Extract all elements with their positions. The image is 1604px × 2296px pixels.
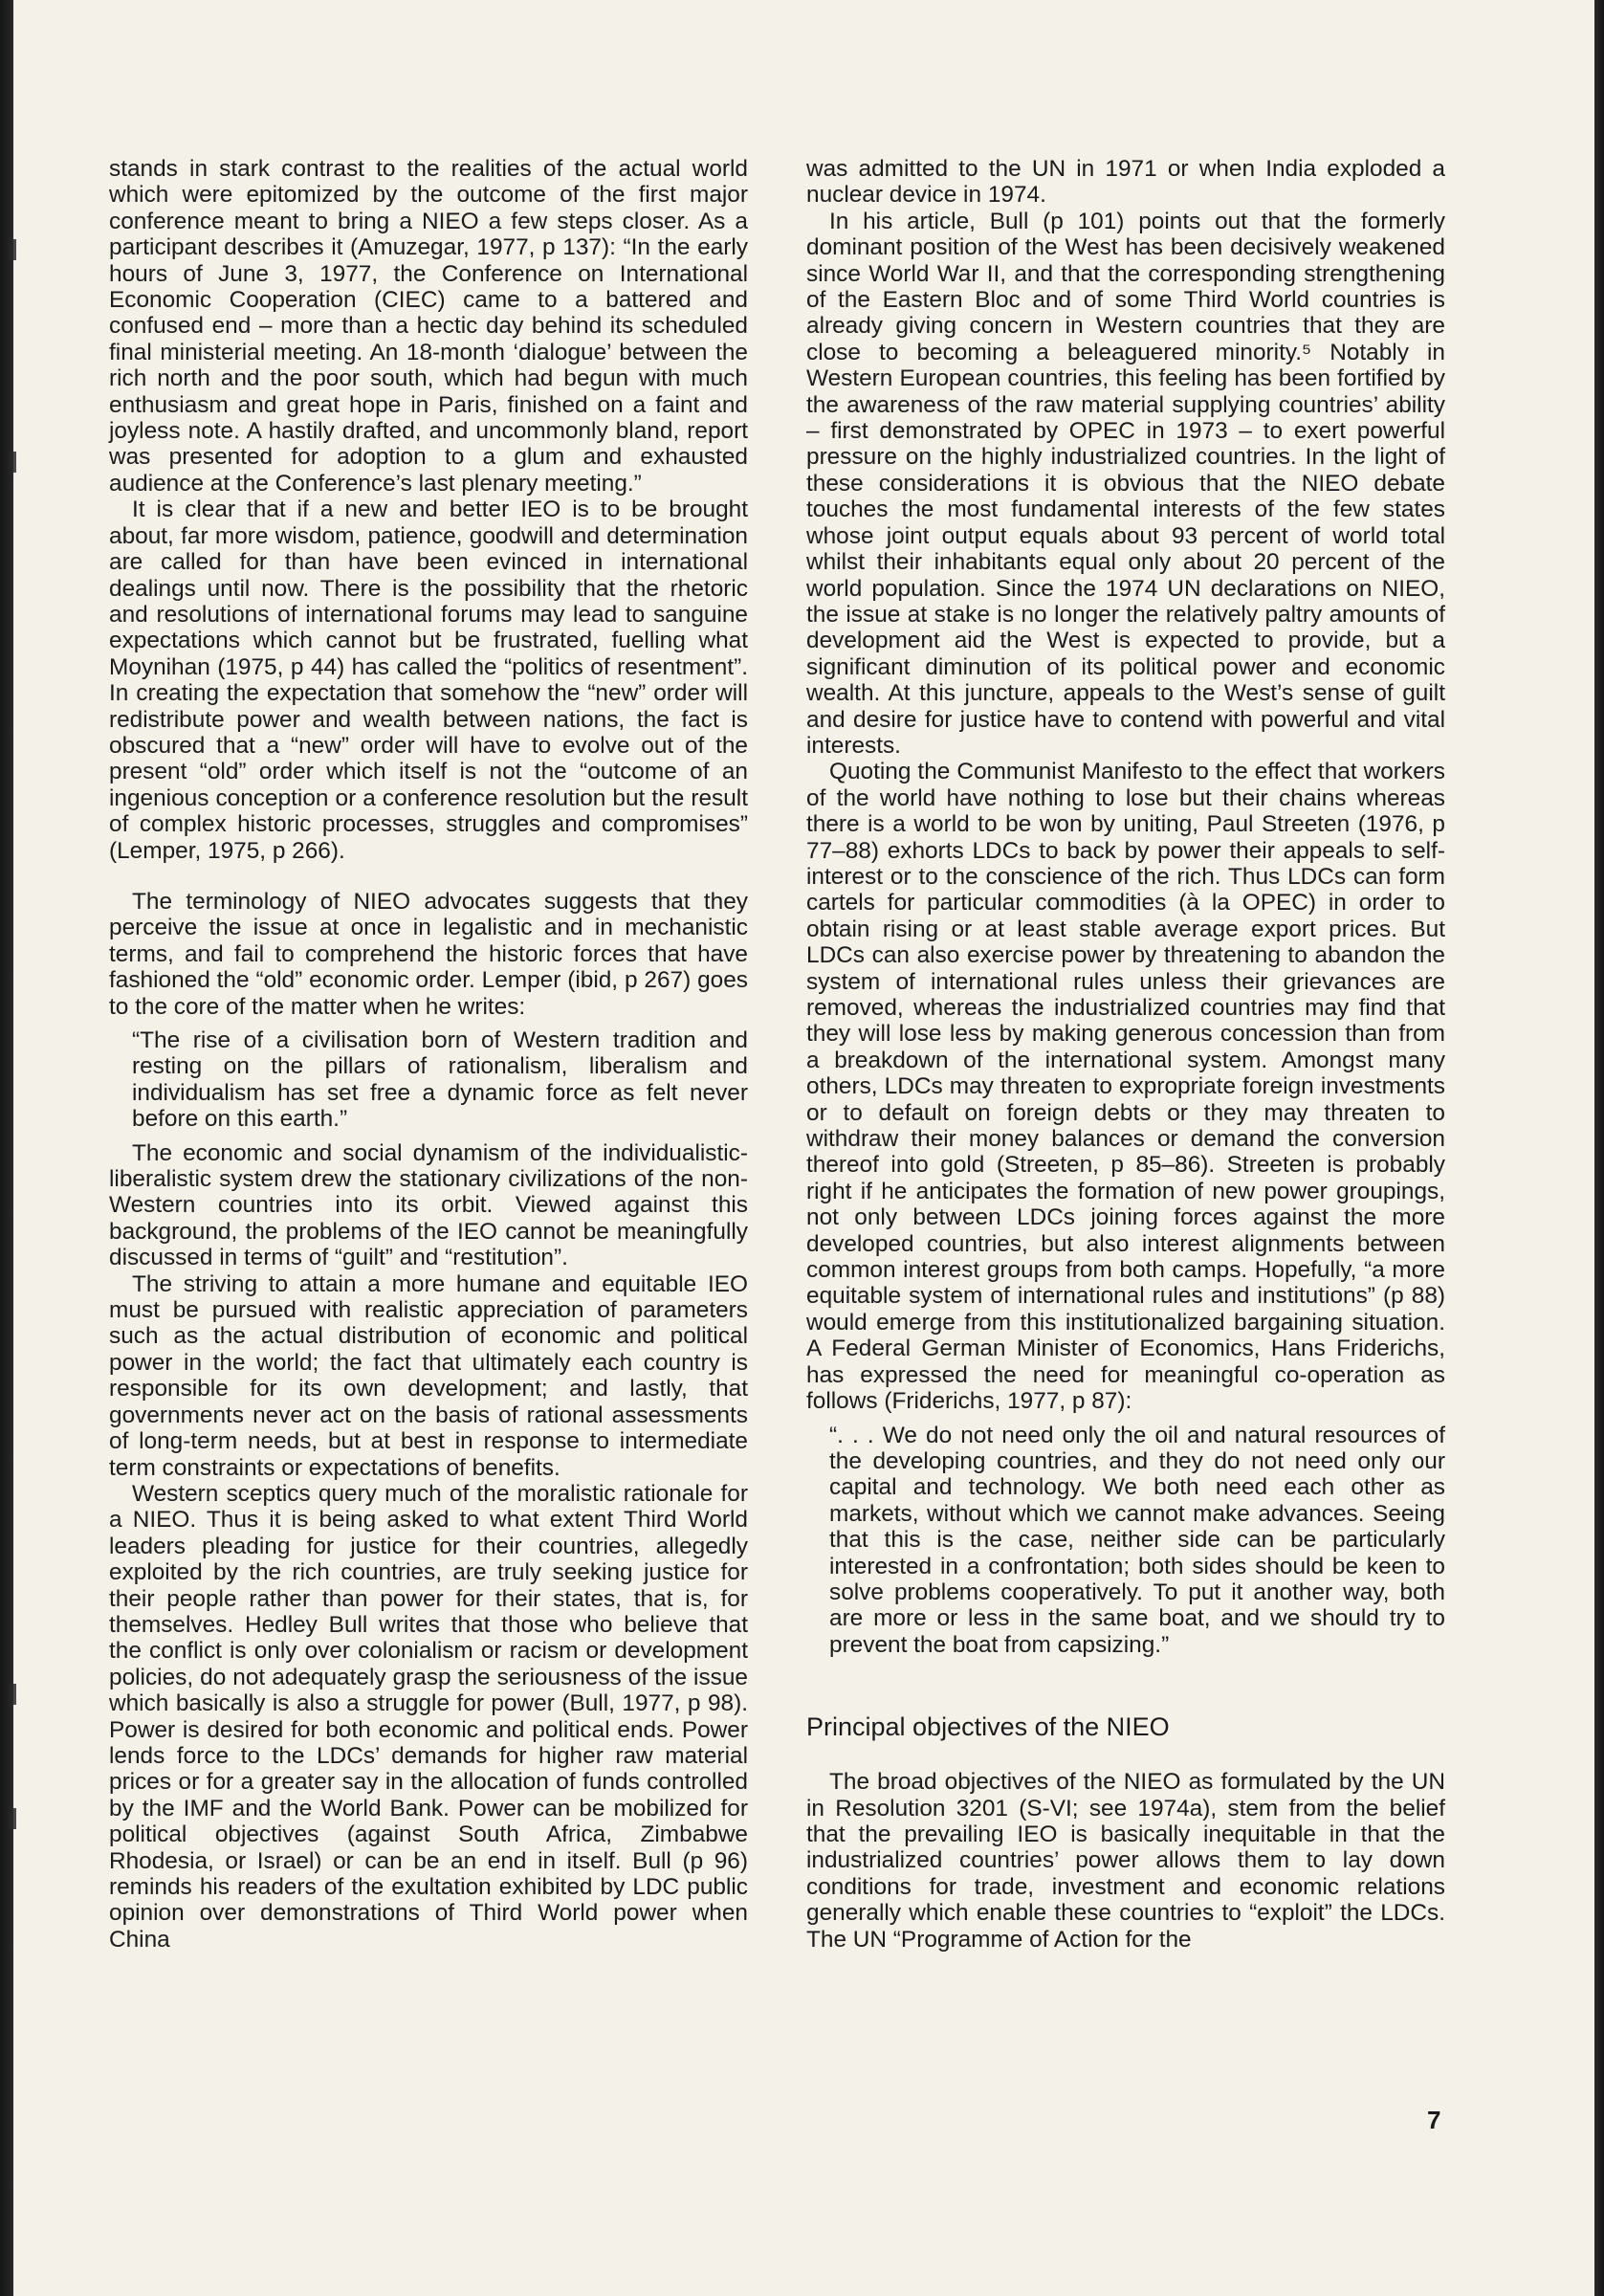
block-quote [829, 1423, 1445, 1659]
binding-mark [13, 1684, 16, 1705]
scan-edge-right [1594, 0, 1604, 2296]
paragraph: stands in stark contrast to the realities of the actual world which were epitomized by the outcome of the first major conference meant to bring a NIEO a few steps closer. As a participant describes it (Amuzegar, 1977, p 137): “In the early hours of June 3, 1977, the Conference on International Economic Cooperation (CIEC) came to a battered and confused end – more than a hectic day behind its scheduled final ministerial meeting. An 18-month ‘dialogue’ between the rich north and the poor south, which had begun with much enthusiasm and great hope in Paris, finished on a faint and joyless note. A hastily drafted, and uncommonly bland, report was presented for adoption to a glum and exhausted audience at the Conference’s last plenary meeting.” [109, 156, 748, 497]
right-column [806, 156, 1445, 1953]
paragraph: The striving to attain a more humane and equitable IEO must be pursued with realistic appreciation of parameters such as the actual distribution of economic and political power in the world; the fact that ultimately each country is responsible for its own development; and lastly, that governments never act on the basis of rational assessments of long-term needs, but at best in response to intermediate term constraints or expectations of benefits. [109, 1270, 748, 1481]
binding-mark [13, 452, 16, 473]
paragraph: The economic and social dynamism of the individualistic-liberalistic system drew the stationary civilizations of the non-Western countries into its orbit. Viewed against this background, the problems of the IEO cannot be meaningfully discussed in terms of “guilt” and “restitution”. [109, 1139, 748, 1271]
paragraph: Western sceptics query much of the moralistic rationale for a NIEO. Thus it is being asked to what extent Third World leaders pleading for justice for their countries, allegedly exploited by the rich countries, are truly seeking justice for their people rather than power for their states, that is, for themselves. Hedley Bull writes that those who believe that the conflict is only over colonialism or racism or development policies, do not adequately grasp the seriousness of the issue which basically is also a struggle for power (Bull, 1977, p 98). Power is desired for both economic and political ends. Power lends force to the LDCs’ demands for higher raw material prices or for a greater say in the allocation of funds controlled by the IMF and the World Bank. Power can be mobilized for political objectives (against South Africa, Zimbabwe Rhodesia, or Israel) or can be an end in itself. Bull (p 96) reminds his readers of the exultation exhibited by LDC public opinion over demonstrations of Third World power when China [109, 1480, 748, 1953]
paragraph: Quoting the Communist Manifesto to the effect that workers of the world have nothing to lose but their chains whereas there is a world to be won by uniting, Paul Streeten (1976, p 77–88) exhorts LDCs to back by power their appeals to self-interest or to the conscience of the rich. Thus LDCs can form cartels for particular commodities (à la OPEC) in order to obtain rising or at least stable average export prices. But LDCs can also exercise power by threatening to abandon the system of international rules unless their grievances are removed, whereas the industrialized countries may find that they will lose less by making generous concession than from a breakdown of the international system. Amongst many others, LDCs may threaten to expropriate foreign investments or to default on foreign debts or they may threaten to withdraw their money balances or demand the conversion thereof into gold (Streeten, p 85–86). Streeten is probably right if he anticipates the formation of new power groupings, not only between LDCs joining forces against the more developed countries, but also interest alignments between common interest groups from both camps. Hopefully, “a more equitable system of international rules and institutions” (p 88) would emerge from this institutionalized bargaining situation. A Federal German Minister of Economics, Hans Friderichs, has expressed the need for meaningful co-operation as follows (Friderichs, 1977, p 87): [806, 759, 1445, 1415]
paragraph: It is clear that if a new and better IEO is to be brought about, far more wisdom, patience, goodwill and determination are called for than have been evinced in international dealings until now. There is the possibility that the rhetoric and resolutions of international forums may lead to sanguine expectations which cannot but be frustrated, fuelling what Moynihan (1975, p 44) has called the “politics of resentment”. In creating the expectation that somehow the “new” order will redistribute power and wealth between nations, the fact is obscured that a “new” order will have to evolve out of the present “old” order which itself is not the “outcome of an ingenious conception or a conference resolution but the result of complex historic processes, struggles and compromises” (Lemper, 1975, p 266). [109, 497, 748, 864]
binding-mark [13, 239, 16, 260]
paragraph: The terminology of NIEO advocates suggests that they perceive the issue at once in legalistic and in mechanistic terms, and fail to comprehend the historic forces that have fashioned the “old” economic order. Lemper (ibid, p 267) goes to the core of the matter when he writes: [109, 888, 748, 1020]
page-number: 7 [1427, 2106, 1441, 2134]
scan-edge-left [0, 0, 13, 2296]
quote-text: “The rise of a civilisation born of Western tradition and resting on the pillars of rationalism, liberalism and individualism has set free a dynamic force as felt never before on this earth.” [132, 1027, 748, 1133]
paragraph: The broad objectives of the NIEO as formulated by the UN in Resolution 3201 (S-VI; see 1974a), stem from the belief that the prevailing IEO is basically inequitable in that the industrialized countries’ power allows them to lay down conditions for trade, investment and economic relations generally which enable these countries to “exploit” the LDCs. The UN “Programme of Action for the [806, 1769, 1445, 1953]
quote-text: “. . . We do not need only the oil and natural resources of the developing countries, and they do not need only our capital and technology. We both need each other as markets, without which we cannot make advances. Seeing that this is the case, neither side can be particularly interested in a confrontation; both sides should be keen to solve problems cooperatively. To put it another way, both are more or less in the same boat, and we should try to prevent the boat from capsizing.” [829, 1422, 1445, 1658]
left-column [109, 156, 748, 1953]
paragraph: In his article, Bull (p 101) points out that the formerly dominant position of the West has been decisively weakened since World War II, and that the corresponding strengthening of the Eastern Bloc and of some Third World countries is already giving concern in Western countries that they are close to becoming a beleaguered minority.⁵ Notably in Western European countries, this feeling has been fortified by the awareness of the raw material supplying countries’ ability – first demonstrated by OPEC in 1973 – to exert powerful pressure on the highly industrialized countries. In the light of these considerations it is obvious that the NIEO debate touches the most fundamental interests of the few states whose joint output equals about 93 percent of world total whilst their inhabitants equal only about 20 percent of the world population. Since the 1974 UN declarations on NIEO, the issue at stake is no longer the relatively paltry amounts of development aid the West is expected to provide, but a significant diminution of its political power and economic wealth. At this juncture, appeals to the West’s sense of guilt and desire for justice have to contend with powerful and vital interests. [806, 208, 1445, 759]
block-quote [132, 1027, 748, 1133]
binding-mark [13, 1808, 16, 1829]
section-heading: Principal objectives of the NIEO [806, 1712, 1170, 1742]
paragraph: was admitted to the UN in 1971 or when India exploded a nuclear device in 1974. [806, 156, 1445, 209]
